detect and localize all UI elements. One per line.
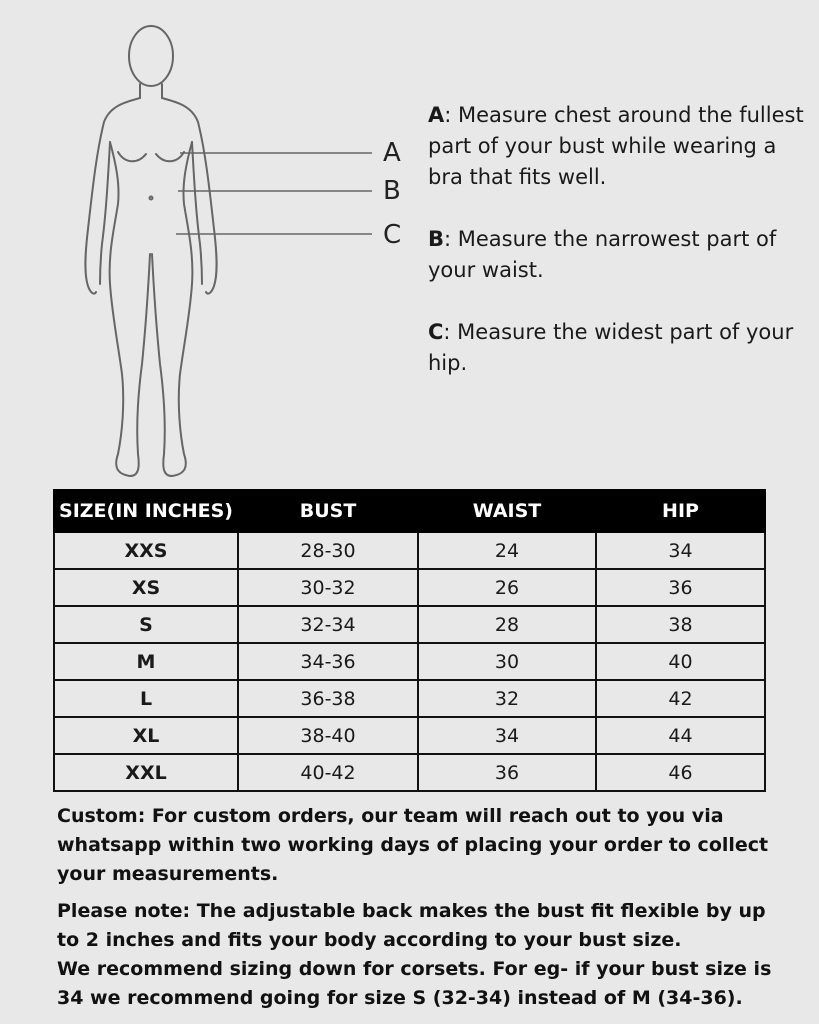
cell-hip: 36 [596, 569, 765, 606]
cell-size: XL [54, 717, 238, 754]
cell-bust: 28-30 [238, 532, 418, 569]
cell-waist: 24 [418, 532, 596, 569]
header-waist: WAIST [418, 490, 596, 532]
cell-waist: 32 [418, 680, 596, 717]
header-size: SIZE(IN INCHES) [54, 490, 238, 532]
cell-size: M [54, 643, 238, 680]
cell-hip: 40 [596, 643, 765, 680]
cell-bust: 36-38 [238, 680, 418, 717]
please-note-line-1: Please note: The adjustable back makes the bust fit flexible by up to 2 inches and fits your body according to your bust size. [57, 900, 766, 951]
cell-bust: 40-42 [238, 754, 418, 791]
please-note [57, 897, 777, 1013]
header-bust: BUST [238, 490, 418, 532]
cell-waist: 30 [418, 643, 596, 680]
instruction-c: C: Measure the widest part of your hip. [428, 320, 794, 375]
cell-size: XXS [54, 532, 238, 569]
cell-bust: 32-34 [238, 606, 418, 643]
marker-a: A [383, 138, 401, 168]
header-hip: HIP [596, 490, 765, 532]
please-note-line-2: We recommend sizing down for corsets. For eg- if your bust size is 34 we recommend going for size S (32-34) instead of M (34-36). [57, 958, 772, 1009]
table-row [54, 754, 765, 791]
cell-hip: 34 [596, 532, 765, 569]
body-measurement-figure [70, 14, 410, 484]
cell-waist: 26 [418, 569, 596, 606]
size-chart-table [53, 489, 766, 792]
cell-bust: 30-32 [238, 569, 418, 606]
cell-size: XXL [54, 754, 238, 791]
instruction-a: A: Measure chest around the fullest part of your bust while wearing a bra that fits well. [428, 103, 804, 189]
table-row [54, 606, 765, 643]
cell-hip: 42 [596, 680, 765, 717]
cell-size: L [54, 680, 238, 717]
custom-order-note: Custom: For custom orders, our team will reach out to you via whatsapp within two working days of placing your order to collect your measurements. [57, 805, 769, 885]
cell-size: S [54, 606, 238, 643]
cell-hip: 46 [596, 754, 765, 791]
cell-hip: 38 [596, 606, 765, 643]
table-row [54, 569, 765, 606]
cell-size: XS [54, 569, 238, 606]
instruction-b: B: Measure the narrowest part of your waist. [428, 227, 777, 282]
cell-hip: 44 [596, 717, 765, 754]
cell-waist: 34 [418, 717, 596, 754]
table-header-row [54, 490, 765, 532]
cell-waist: 28 [418, 606, 596, 643]
marker-b: B [383, 176, 401, 206]
table-row [54, 717, 765, 754]
cell-waist: 36 [418, 754, 596, 791]
measurement-instructions [428, 100, 808, 410]
table-row [54, 680, 765, 717]
table-row [54, 643, 765, 680]
cell-bust: 38-40 [238, 717, 418, 754]
table-row [54, 532, 765, 569]
cell-bust: 34-36 [238, 643, 418, 680]
body-outline-illustration [70, 14, 410, 484]
marker-c: C [383, 220, 402, 250]
